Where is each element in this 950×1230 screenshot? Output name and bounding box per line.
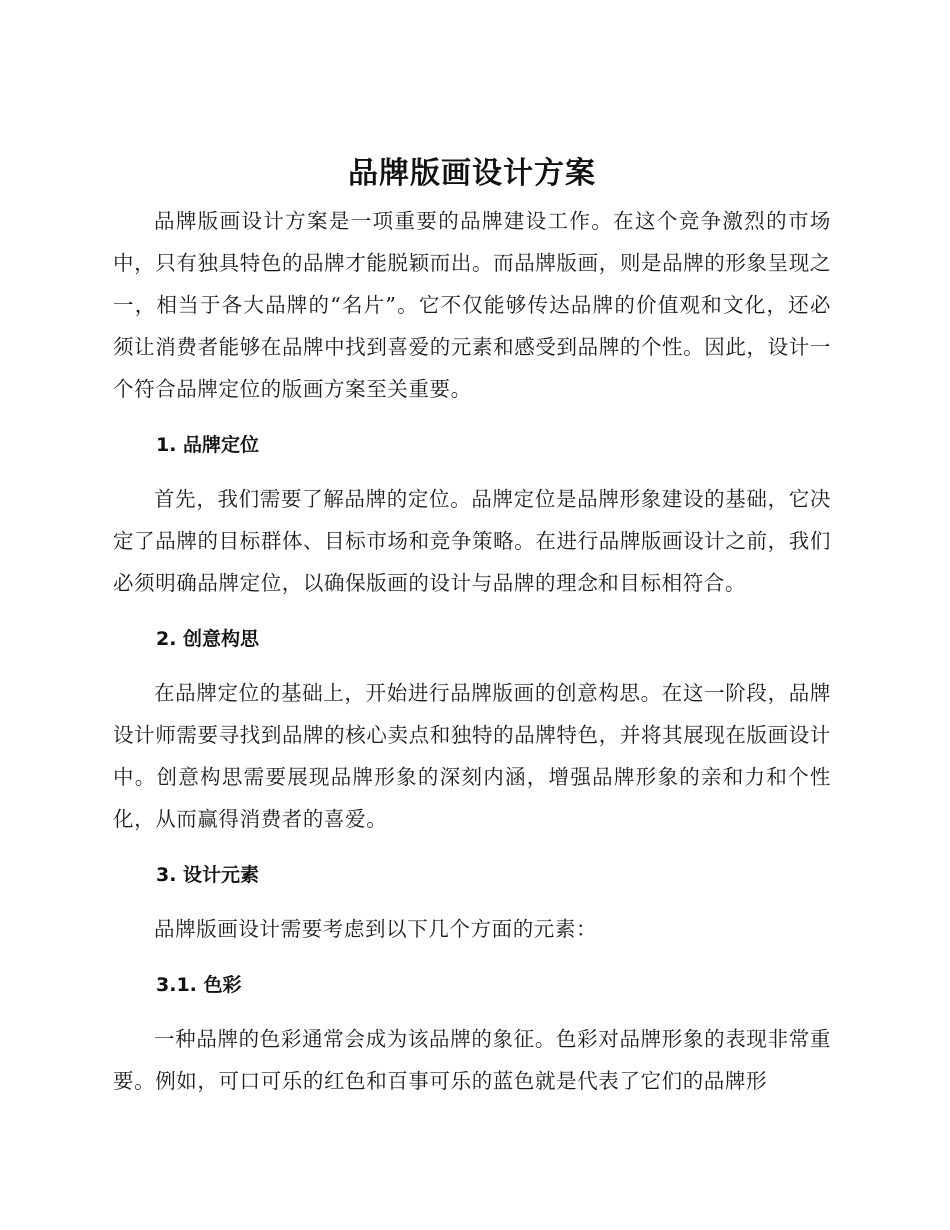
intro-paragraph: 品牌版画设计方案是一项重要的品牌建设工作。在这个竞争激烈的市场中，只有独具特色的品牌才能脱颖而出。而品牌版画，则是品牌的形象呈现之一，相当于各大品牌的“名片”。它不仅能够传达品牌的价值观和文化，还必须让消费者能够在品牌中找到喜爱的元素和感受到品牌的个性。因此，设计一个符合品牌定位的版画方案至关重要。 — [113, 209, 831, 401]
document-title: 品牌版画设计方案 — [348, 156, 596, 191]
section-heading-creative-concept: 2. 创意构思 — [156, 628, 260, 650]
spacer — [113, 604, 831, 618]
section-heading-design-elements: 3. 设计元素 — [156, 864, 260, 886]
section-body-brand-positioning: 首先，我们需要了解品牌的定位。品牌定位是品牌形象建设的基础，它决定了品牌的目标群体、目标市场和竞争策略。在进行品牌版画设计之前，我们必须明确品牌定位，以确保版画的设计与品牌的理念和目标相符合。 — [113, 487, 831, 595]
spacer — [113, 466, 831, 478]
spacer — [113, 950, 831, 964]
section-body-color: 一种品牌的色彩通常会成为该品牌的象征。色彩对品牌形象的表现非常重要。例如，可口可乐的红色和百事可乐的蓝色就是代表了它们的品牌形 — [113, 1027, 831, 1093]
spacer — [113, 840, 831, 854]
section-body-design-elements: 品牌版画设计需要考虑到以下几个方面的元素： — [154, 917, 598, 941]
section-heading-brand-positioning: 1. 品牌定位 — [156, 434, 260, 456]
section-heading-color: 3.1. 色彩 — [156, 974, 242, 996]
spacer — [113, 896, 831, 908]
spacer — [113, 1006, 831, 1018]
spacer — [113, 410, 831, 424]
spacer — [113, 660, 831, 672]
section-body-creative-concept: 在品牌定位的基础上，开始进行品牌版画的创意构思。在这一阶段，品牌设计师需要寻找到品牌的核心卖点和独特的品牌特色，并将其展现在版画设计中。创意构思需要展现品牌形象的深刻内涵，增强品牌形象的亲和力和个性化，从而赢得消费者的喜爱。 — [113, 681, 831, 831]
document-content — [113, 148, 831, 1102]
